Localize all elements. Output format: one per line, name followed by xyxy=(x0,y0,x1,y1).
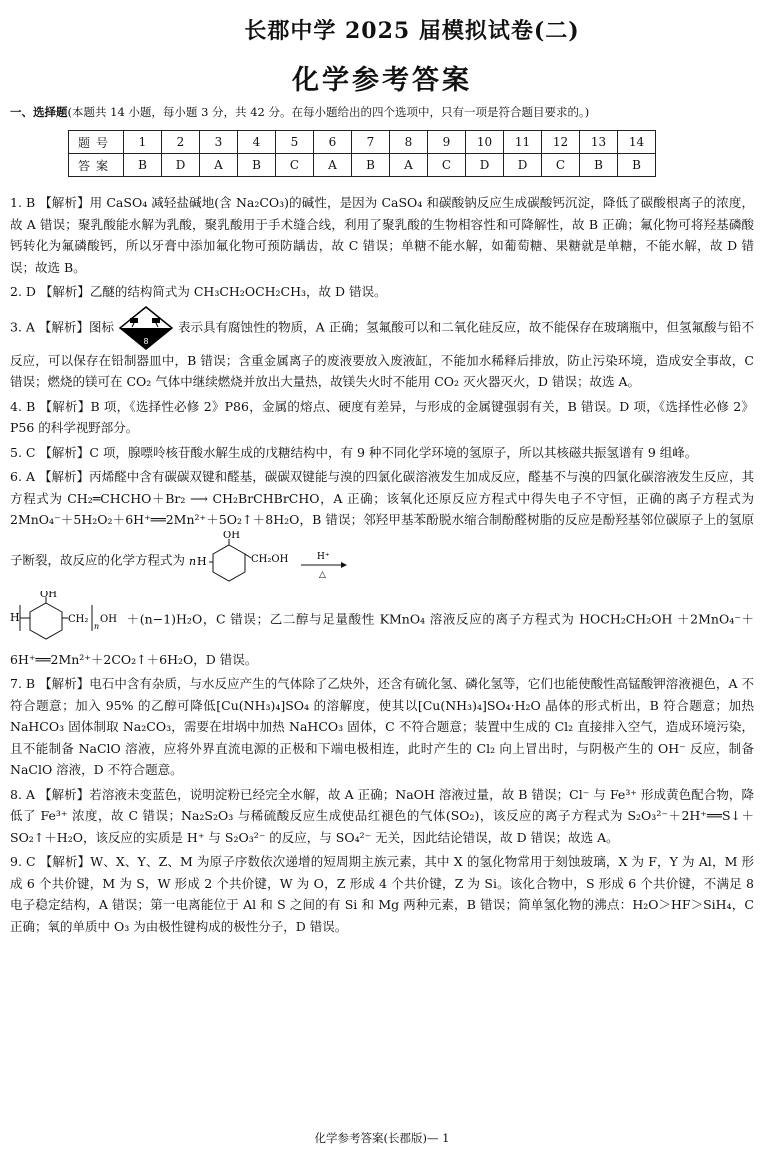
table-cell: B xyxy=(618,154,656,177)
corrosive-hazard-icon xyxy=(118,306,174,350)
table-row xyxy=(69,154,656,177)
table-cell: 8 xyxy=(390,131,428,154)
hazard-class-number: 8 xyxy=(143,336,149,346)
explanation-q3 xyxy=(10,306,754,393)
product-structure xyxy=(10,591,122,649)
explanation-q3-rest: 表示具有腐蚀性的物质，A 正确；氢氟酸可以和二氧化硅反应，故不能保存在玻璃瓶中，但氢氟酸与铅不反应，可以保存在铅制器皿中，B 错误；含重金属离子的废液要放入废液缸，不能加水稀释后排放，防止污染环境，造成安全事故，C 错误；燃烧的镁可在 CO₂ 气体中继续燃烧并放出大量热，故镁失火时不能用 CO₂ 灭火器灭火，D 错误；故选 A。 xyxy=(10,319,755,389)
explanation-q2: 2. D 【解析】乙醚的结构简式为 CH₃CH₂OCH₂CH₃，故 D 错误。 xyxy=(10,284,387,299)
explanations xyxy=(10,192,754,940)
explanation-q6 xyxy=(10,466,754,670)
reactant-h: H xyxy=(197,554,207,568)
explanation-q6-start: 6. A 【解析】丙烯醛中含有碳碳双键和醛基，碳碳双键能与溴的四氯化碳溶液发生加成反应，醛基不与溴的四氯化碳溶液发生反应，其方程式为 CH₂═CHCHO＋Br₂ ⟶ CH₂BrCHBrCHO，A 正确；该氧化还原反应方程式中得失电子不守恒，正确的离子方程式为 2MnO₄⁻＋5H₂O₂＋6H⁺══2Mn²⁺＋5O₂↑＋8H₂O，B 错误；邻羟甲基苯酚脱水缩合制酚醛树脂的反应是酚羟基邻位碳原子上的氢原子断裂，故反应的化学方程式为 xyxy=(10,469,754,567)
table-cell: C xyxy=(542,154,580,177)
table-cell: A xyxy=(314,154,352,177)
row-label-answer: 答案 xyxy=(69,154,124,177)
table-cell: 2 xyxy=(162,131,200,154)
table-cell: 13 xyxy=(580,131,618,154)
explanation-q5: 5. C 【解析】C 项，腺嘌呤核苷酸水解生成的戊糖结构中，有 9 种不同化学环境的氢原子，所以其核磁共振氢谱有 9 组峰。 xyxy=(10,444,698,460)
section-label: 一、选择题 xyxy=(10,105,68,119)
table-cell: 5 xyxy=(276,131,314,154)
table-cell: D xyxy=(466,154,504,177)
explanation-q7: 7. B 【解析】电石中含有杂质，与水反应产生的气体除了乙炔外，还含有硫化氢、磷化氢等，它们也能使酸性高锰酸钾溶液褪色，A 不符合题意；加入 95% 的乙醇可降低[Cu(NH₃)₄]SO₄ 的溶解度，使其以[Cu(NH₃)₄]SO₄·H₂O 晶体的形式析出，B 符合题意；加热 NaHCO₃ 固体制取 Na₂CO₃，需要在坩埚中加热 NaHCO₃ 固体，C 不符合题意；装置中生成的 Cl₂ 直接排入空气，造成环境污染，且不能制备 NaClO 溶液，应将外界直流电源的正极和下端电极相连，此时产生的 Cl₂ 向上冒出时，与阴极产生的 OH⁻ 反应，制备 NaClO 溶液，D 不符合题意。 xyxy=(10,676,754,777)
page-footer: 化学参考答案(长郡版)— 1 xyxy=(314,1131,450,1145)
table-cell: D xyxy=(504,154,542,177)
table-cell: C xyxy=(276,154,314,177)
explanation-q9: 9. C 【解析】W、X、Y、Z、M 为原子序数依次递增的短周期主族元素，其中 X 的氢化物常用于刻蚀玻璃，X 为 F，Y 为 Al，M 形成 6 个共价键，M 为 S，W 形成 2 个共价键，W 为 O，Z 形成 4 个共价键，Z 为 Si。该化合物中，S 形成 6 个共价键，不满足 8 电子稳定结构，A 错误；第一电离能位于 Al 和 S 之间的有 Si 和 Mg 两种元素，B 错误；简单氢化物的沸点：H₂O＞HF＞SiH₄，C 正确；氧的单质中 O₃ 为由极性键构成的极性分子，D 错误。 xyxy=(10,854,754,934)
table-cell: A xyxy=(390,154,428,177)
table-cell: 1 xyxy=(124,131,162,154)
product-ch2: CH₂ xyxy=(68,613,89,625)
reactant-oh: OH xyxy=(223,530,240,541)
explanation-q4: 4. B 【解析】B 项，《选择性必修 2》P86，金属的熔点、硬度有差异，与形成的金属键强弱有关，B 错误。D 项，《选择性必修 2》P56 的科学视野部分。 xyxy=(10,398,754,435)
table-cell: B xyxy=(238,154,276,177)
section-heading xyxy=(10,104,760,120)
explanation-q8: 8. A 【解析】若溶液未变蓝色，说明淀粉已经完全水解，故 A 正确；NaOH 溶液过量，故 B 错误；Cl⁻ 与 Fe³⁺ 形成黄色配合物，降低了 Fe³⁺ 浓度，故 C 错误；Na₂S₂O₃ 与稀硫酸反应生成使品红褪色的气体(SO₂)，该反应的离子方程式为 S₂O₃²⁻＋2H⁺══S↓＋SO₂↑＋H₂O，该反应的实质是 H⁺ 与 S₂O₃²⁻ 的反应，与 SO₄²⁻ 无关，因此结论错误，故 D 错误；故选 A。 xyxy=(10,786,754,845)
product-oh: OH xyxy=(40,590,57,600)
table-cell: 3 xyxy=(200,131,238,154)
table-cell: 7 xyxy=(352,131,390,154)
product-n: n xyxy=(94,621,100,631)
product-oh-end: OH xyxy=(100,613,117,625)
table-cell: D xyxy=(162,154,200,177)
reactant-n: n xyxy=(189,554,197,568)
explanation-q3-start: 3. A 【解析】图标 xyxy=(10,319,114,334)
exam-title: 长郡中学 2025 届模拟试卷(二) xyxy=(244,18,580,44)
reactant-structure xyxy=(189,531,349,591)
table-cell: 6 xyxy=(314,131,352,154)
main-title: 化学参考答案 xyxy=(292,65,472,96)
table-cell: 12 xyxy=(542,131,580,154)
arrow-catalyst: H⁺ xyxy=(317,551,330,562)
table-cell: C xyxy=(428,154,466,177)
explanation-q1: 1. B 【解析】用 CaSO₄ 减轻盐碱地(含 Na₂CO₃)的碱性，是因为 CaSO₄ 和碳酸钠反应生成碳酸钙沉淀，降低了碳酸根离子的浓度，故 A 错误；聚乳酸能水解为乳酸，聚乳酸用于手术缝合线，利用了聚乳酸的生物相容性和可降解性，故 B 正确；氟化物可将羟基磷酸钙转化为氟磷酸钙，所以牙膏中添加氟化物可预防龋齿，故 C 错误；单糖不能水解，如葡萄糖、果糖就是单糖，不能水解，故 D 错误；故选 B。 xyxy=(10,195,754,275)
table-cell: B xyxy=(580,154,618,177)
table-cell: A xyxy=(200,154,238,177)
row-label-number: 题号 xyxy=(69,131,124,154)
table-cell: 11 xyxy=(504,131,542,154)
section-desc: (本题共 14 小题，每小题 3 分，共 42 分。在每小题给出的四个选项中，只有一项是符合题目要求的。) xyxy=(67,105,590,119)
table-cell: 9 xyxy=(428,131,466,154)
table-cell: 14 xyxy=(618,131,656,154)
table-cell: B xyxy=(352,154,390,177)
table-cell: B xyxy=(124,154,162,177)
table-row xyxy=(69,131,656,154)
arrow-heat: △ xyxy=(319,569,326,580)
table-cell: 10 xyxy=(466,131,504,154)
table-cell: 4 xyxy=(238,131,276,154)
explanation-q6-rest: ＋(n−1)H₂O，C 错误；乙二醇与足量酸性 KMnO₄ 溶液反应的离子方程式为 HOCH₂CH₂OH ＋2MnO₄⁻＋6H⁺══2Mn²⁺＋2CO₂↑＋6H₂O，D 错误。 xyxy=(10,611,754,667)
reactant-ch2oh: CH₂OH xyxy=(251,553,289,565)
product-h: H xyxy=(10,610,20,624)
answer-table xyxy=(68,130,656,177)
